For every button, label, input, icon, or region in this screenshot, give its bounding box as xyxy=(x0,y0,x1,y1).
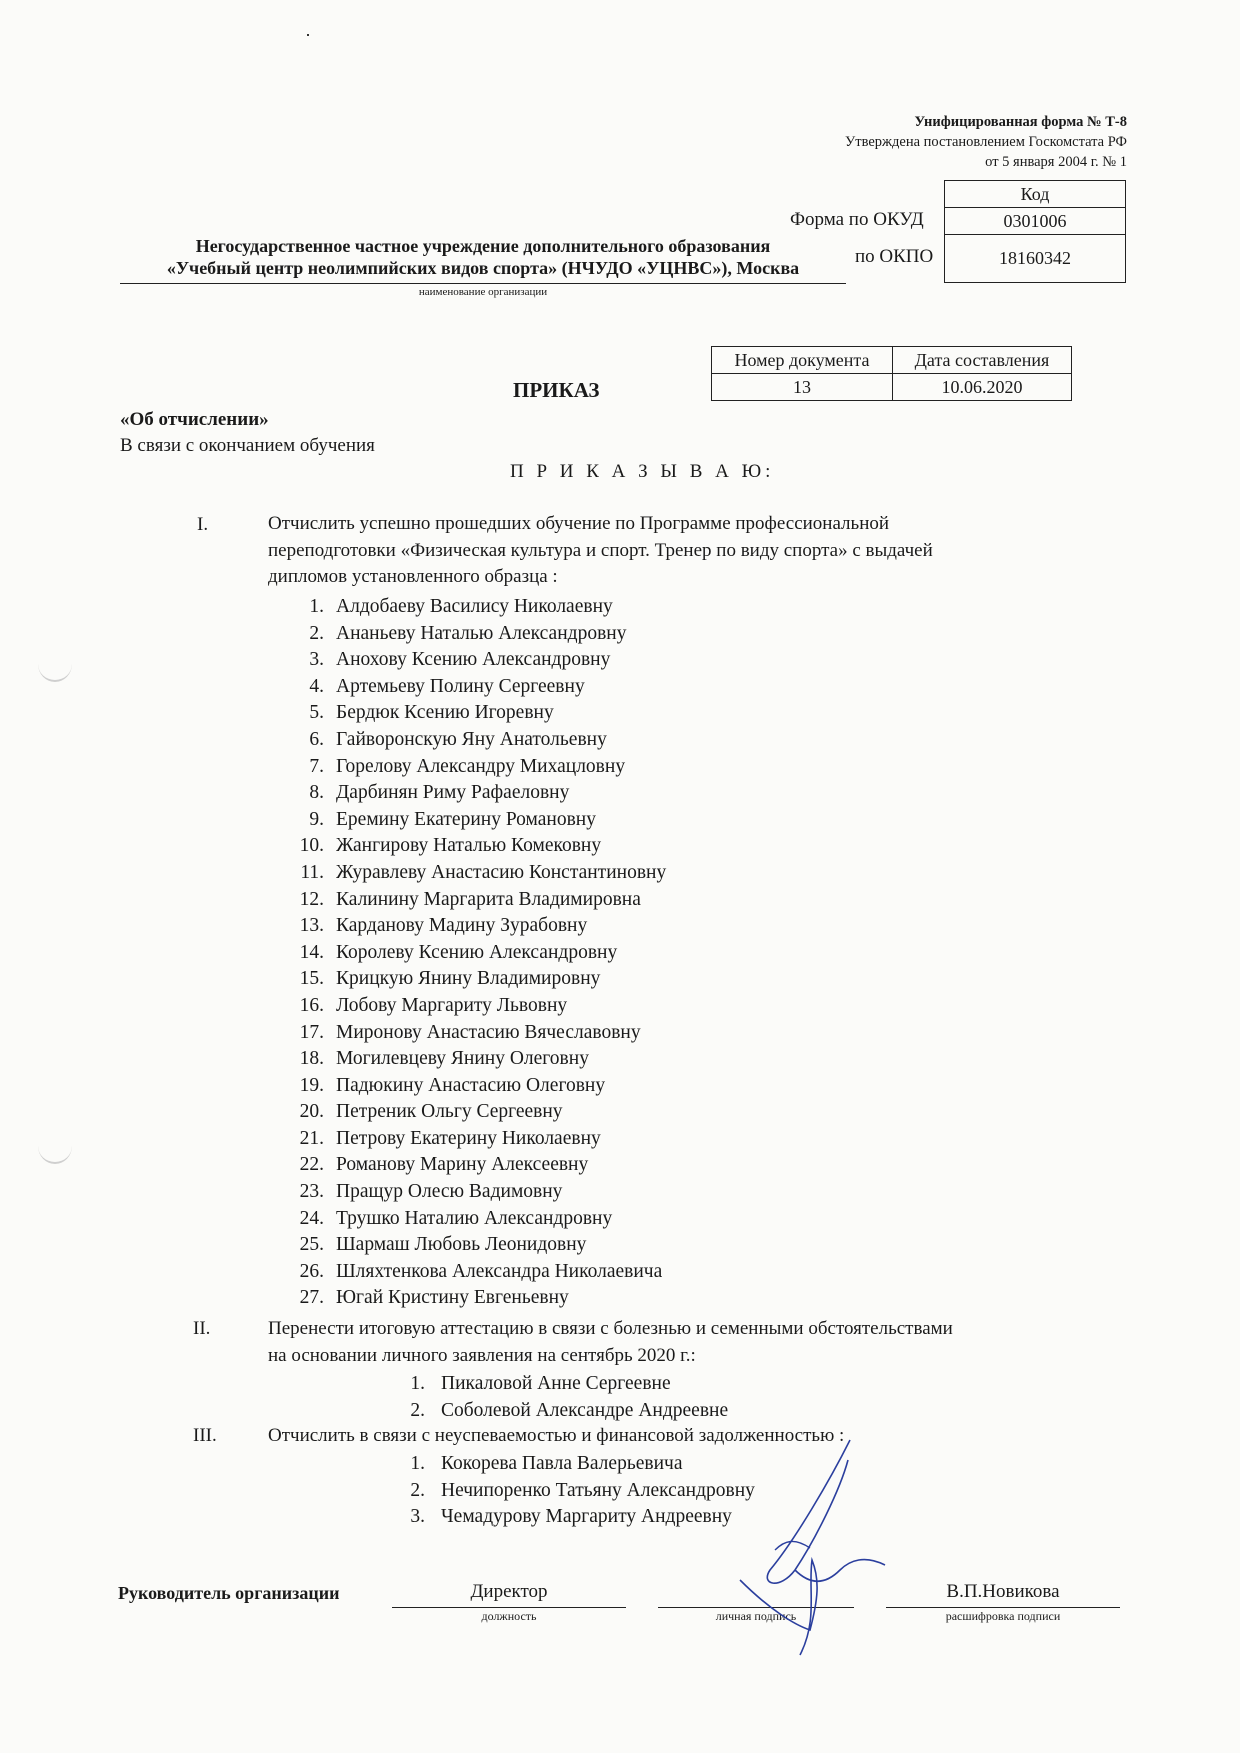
list-item xyxy=(290,621,666,648)
list-item-name: Соболевой Александре Андреевне xyxy=(441,1399,729,1421)
list-item-number: 15. xyxy=(299,968,324,990)
list-item-name: Петрову Екатерину Николаевну xyxy=(336,1127,601,1149)
signature-label: Руководитель организации xyxy=(118,1583,340,1603)
form-header xyxy=(845,112,1127,172)
list-item-number: 1. xyxy=(309,596,324,617)
list-item-name: Пращур Олесю Вадимовну xyxy=(336,1181,563,1203)
okpo-value: 18160342 xyxy=(945,235,1126,283)
list-item-number: 14. xyxy=(299,941,324,963)
list-item xyxy=(290,754,666,781)
organization-name-line1: Негосударственное частное учреждение дополнительного образования xyxy=(195,236,771,256)
section-text-line: Отчислить успешно прошедших обучение по Программе профессиональной xyxy=(268,513,890,534)
list-item-number: 8. xyxy=(309,782,324,804)
list-item-name: Гайворонскую Яну Анатольевну xyxy=(336,728,607,750)
list-item-number: 17. xyxy=(299,1021,324,1043)
list-item-name: Артемьеву Полину Сергеевну xyxy=(336,675,585,697)
organization-caption: наименование организации xyxy=(418,286,548,298)
section-text xyxy=(268,1316,953,1369)
list-item xyxy=(290,1126,666,1153)
list-item-number: 1. xyxy=(410,1453,425,1474)
list-item xyxy=(290,700,666,727)
list-item xyxy=(290,860,666,887)
list-item-number: 2. xyxy=(309,622,324,644)
list-item-number: 27. xyxy=(299,1287,324,1309)
list-item xyxy=(290,887,666,914)
list-item-number: 26. xyxy=(299,1260,324,1282)
date-label: Дата составления xyxy=(893,347,1072,374)
list-item xyxy=(290,966,666,993)
list-item xyxy=(290,727,666,754)
list-item xyxy=(290,1232,666,1259)
section-text-line: Перенести итоговую аттестацию в связи с болезнью и семенными обстоятельствами xyxy=(268,1318,953,1339)
list-item-number: 9. xyxy=(309,808,324,830)
organization-underline xyxy=(120,283,846,284)
list-item-name: Дарбинян Риму Рафаеловну xyxy=(336,782,570,804)
list-item-name: Романову Марину Алексеевну xyxy=(336,1154,589,1176)
list-item-number: 22. xyxy=(299,1154,324,1176)
list-item-name: Югай Кристину Евгеньевну xyxy=(336,1287,569,1309)
okud-value: 0301006 xyxy=(945,208,1126,235)
list-item-name: Крицкую Янину Владимировну xyxy=(336,968,601,990)
list-item-name: Нечипоренко Татьяну Александровну xyxy=(441,1479,755,1501)
list-item xyxy=(290,674,666,701)
list-item-name: Ананьеву Наталью Александровну xyxy=(336,622,627,644)
list-item xyxy=(290,780,666,807)
list-item-number: 4. xyxy=(309,675,324,697)
list-item-number: 24. xyxy=(299,1207,324,1229)
document-number-table xyxy=(711,346,1072,401)
list-item-number: 6. xyxy=(309,728,324,750)
form-approved: Утверждена постановлением Госкомстата РФ xyxy=(844,134,1127,150)
list-item-number: 2. xyxy=(410,1399,425,1421)
list-item-number: 11. xyxy=(300,861,324,883)
graduates-list xyxy=(290,594,666,1312)
list-item-name: Кокорева Павла Валерьевича xyxy=(441,1453,683,1474)
list-item xyxy=(290,993,666,1020)
list-item xyxy=(290,913,666,940)
section-text-line: переподготовки «Физическая культура и спорт. Тренер по виду спорта» с выдачей xyxy=(268,539,933,561)
list-item xyxy=(290,1206,666,1233)
list-item xyxy=(290,1099,666,1126)
list-item-number: 1. xyxy=(410,1373,425,1394)
position-field: Директор xyxy=(392,1581,626,1608)
document-title: ПРИКАЗ xyxy=(513,378,600,402)
document-number: 13 xyxy=(712,374,893,401)
list-item xyxy=(290,1179,666,1206)
list-item-name: Алдобаеву Василису Николаевну xyxy=(336,596,613,617)
form-approved-date: от 5 января 2004 г. № 1 xyxy=(985,154,1127,170)
order-word: П Р И К А З Ы В А Ю: xyxy=(510,461,775,482)
list-item xyxy=(290,1285,666,1312)
scan-speck xyxy=(307,34,309,36)
list-item-name: Анохову Ксению Александровну xyxy=(336,649,611,671)
organization-name xyxy=(120,235,846,279)
document-date: 10.06.2020 xyxy=(893,374,1072,401)
postponed-list xyxy=(395,1371,728,1424)
list-item-number: 18. xyxy=(299,1048,324,1070)
number-label: Номер документа xyxy=(712,347,893,374)
section-text xyxy=(268,511,933,591)
list-item-name: Карданову Мадину Зурабовну xyxy=(336,915,588,937)
document-reason: В связи с окончанием обучения xyxy=(120,435,375,456)
list-item-name: Королеву Ксению Александровну xyxy=(336,941,618,963)
name-field: В.П.Новикова xyxy=(886,1581,1120,1608)
list-item xyxy=(290,833,666,860)
list-item-name: Горелову Александру Михацловну xyxy=(336,755,626,777)
list-item-number: 19. xyxy=(299,1074,324,1096)
section-number: II. xyxy=(193,1318,211,1339)
list-item-name: Лобову Маргариту Львовну xyxy=(336,994,568,1016)
list-item xyxy=(290,1046,666,1073)
document-subject: «Об отчислении» xyxy=(120,409,269,430)
punch-hole-mark xyxy=(38,1128,72,1164)
name-caption: расшифровка подписи xyxy=(945,1609,1061,1623)
list-item-number: 13. xyxy=(299,915,324,937)
list-item-name: Шляхтенкова Александра Николаевича xyxy=(336,1260,663,1282)
handwritten-signature xyxy=(700,1420,920,1660)
signature-caption: личная подпись xyxy=(715,1609,797,1623)
list-item-name: Шармаш Любовь Леонидовну xyxy=(336,1234,587,1256)
list-item-number: 5. xyxy=(309,702,324,724)
list-item xyxy=(290,1073,666,1100)
list-item-number: 21. xyxy=(299,1127,324,1149)
list-item-number: 16. xyxy=(299,994,324,1016)
okpo-label: по ОКПО xyxy=(855,246,934,267)
list-item-number: 3. xyxy=(410,1506,425,1528)
list-item xyxy=(290,1020,666,1047)
list-item xyxy=(395,1398,728,1425)
position-caption: должность xyxy=(481,1609,537,1623)
list-item xyxy=(290,594,666,621)
list-item-name: Пикаловой Анне Сергеевне xyxy=(441,1373,671,1394)
list-item-number: 7. xyxy=(309,755,324,777)
list-item-name: Падюкину Анастасию Олеговну xyxy=(336,1074,606,1096)
list-item xyxy=(290,807,666,834)
list-item xyxy=(290,1152,666,1179)
list-item-name: Могилевцеву Янину Олеговну xyxy=(336,1048,589,1070)
list-item xyxy=(290,1259,666,1286)
section-number: I. xyxy=(197,514,209,535)
list-item xyxy=(290,940,666,967)
list-item xyxy=(395,1371,728,1398)
list-item-name: Бердюк Ксению Игоревну xyxy=(336,702,554,724)
section-text-line: Отчислить в связи с неуспеваемостью и финансовой задолженностью : xyxy=(268,1425,845,1446)
list-item-name: Жангирову Наталью Комековну xyxy=(336,835,602,857)
list-item-number: 10. xyxy=(299,835,324,857)
list-item xyxy=(290,647,666,674)
form-name: Унифицированная форма № Т-8 xyxy=(914,114,1127,130)
code-header: Код xyxy=(945,181,1126,208)
list-item-name: Калинину Маргарита Владимировна xyxy=(336,888,641,910)
list-item-name: Чемадурову Маргариту Андреевну xyxy=(441,1506,732,1528)
list-item-number: 25. xyxy=(299,1234,324,1256)
list-item-name: Петреник Ольгу Сергеевну xyxy=(336,1101,563,1123)
section-text-line: на основании личного заявления на сентябрь 2020 г.: xyxy=(268,1344,696,1366)
list-item-name: Журавлеву Анастасию Константиновну xyxy=(336,861,667,883)
list-item-name: Трушко Наталию Александровну xyxy=(336,1207,613,1229)
punch-hole-mark xyxy=(38,646,72,682)
list-item-name: Миронову Анастасию Вячеславовну xyxy=(336,1021,641,1043)
list-item-number: 2. xyxy=(410,1479,425,1501)
section-number: III. xyxy=(193,1425,217,1446)
list-item-number: 12. xyxy=(299,888,324,910)
list-item-number: 3. xyxy=(309,649,324,671)
okud-label: Форма по ОКУД xyxy=(790,209,924,230)
organization-name-line2: «Учебный центр неолимпийских видов спорта» (НЧУДО «УЦНВС»), Москва xyxy=(166,258,800,278)
list-item-number: 20. xyxy=(299,1101,324,1123)
list-item-name: Еремину Екатерину Романовну xyxy=(336,808,596,830)
list-item-number: 23. xyxy=(299,1181,324,1203)
codes-table xyxy=(944,180,1126,283)
section-text-line: дипломов установленного образца : xyxy=(268,566,558,588)
